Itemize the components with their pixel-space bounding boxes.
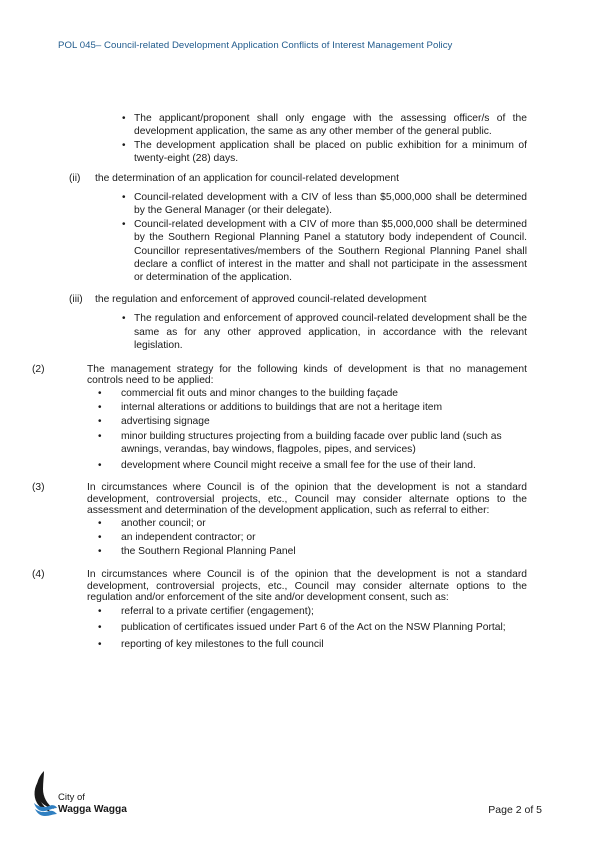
subsection-numeral: (iii) xyxy=(69,293,83,305)
list-item: • Council-related development with a CIV of more than $5,000,000 shall be determined by the Southern Regional Planning Panel a statutory body independent of Council. Councillor representatives/members of the Southern Regional Planning Panel shall declare a conflict of interest in the matter and shall not participate in the assessment or determination of the application. xyxy=(134,218,527,285)
list-item: • development where Council might receive a small fee for the use of their land. xyxy=(121,459,527,473)
list-item: • The regulation and enforcement of approved council-related development shall be the same as for any other approved application, in accordance with the relevant legislation. xyxy=(134,312,527,352)
list-item: • another council; or xyxy=(121,517,527,531)
section-iii-bullet-list xyxy=(0,312,599,352)
subsection-ii-heading xyxy=(69,172,527,185)
logo-line-wagga-wagga: Wagga Wagga xyxy=(58,804,127,815)
list-item: • Council-related development with a CIV of less than $5,000,000 shall be determined by the General Manager (or their delegate). xyxy=(134,191,527,218)
list-item: • The development application shall be placed on public exhibition for a minimum of twenty-eight (28) days. xyxy=(134,139,527,166)
clause-text: The management strategy for the following kinds of development is that no management controls need to be applied: xyxy=(87,363,527,387)
clause-2 xyxy=(32,363,527,473)
logo-wordmark xyxy=(58,792,127,816)
clause-number: (2) xyxy=(32,363,45,375)
clause-text: In circumstances where Council is of the opinion that the development is not a standard development, controversial projects, etc., Council may consider alternate options to the regulation and/or enforcement of the site and/or development consent, such as: xyxy=(87,569,527,604)
clause-number: (3) xyxy=(32,481,45,493)
list-item: • reporting of key milestones to the full council xyxy=(121,637,527,653)
section-ii-bullet-list xyxy=(0,191,599,285)
subsection-numeral: (ii) xyxy=(69,172,81,184)
list-item: • The applicant/proponent shall only engage with the assessing officer/s of the development application, the same as any other member of the general public. xyxy=(134,112,527,139)
section-i-bullet-list xyxy=(0,112,599,166)
clause-3 xyxy=(32,481,527,559)
logo-line-city-of: City of xyxy=(58,792,85,803)
clause-3-bullet-list xyxy=(87,517,527,560)
council-logo xyxy=(32,770,132,822)
page-number: Page 2 of 5 xyxy=(488,804,542,816)
subsection-heading-text: the regulation and enforcement of approved council-related development xyxy=(95,293,427,305)
list-item: • publication of certificates issued under Part 6 of the Act on the NSW Planning Portal; xyxy=(121,622,527,634)
city-of-wagga-wagga-logo-icon xyxy=(32,770,58,818)
list-item: • the Southern Regional Planning Panel xyxy=(121,545,527,559)
subsection-heading-text: the determination of an application for council-related development xyxy=(95,172,399,184)
page-header-title: POL 045– Council-related Development Application Conflicts of Interest Management Policy xyxy=(58,40,453,51)
clause-4 xyxy=(32,569,527,652)
document-body xyxy=(0,112,599,652)
list-item: • minor building structures projecting from a building facade over public land (such as awnings, verandas, bay windows, flagpoles, pipes, and services) xyxy=(121,431,527,455)
list-item: • an independent contractor; or xyxy=(121,531,527,545)
list-item: • commercial fit outs and minor changes to the building façade xyxy=(121,387,527,401)
clause-2-bullet-list xyxy=(87,387,527,473)
clause-4-bullet-list xyxy=(87,604,527,652)
list-item: • referral to a private certifier (engagement); xyxy=(121,604,527,620)
clause-number: (4) xyxy=(32,569,45,581)
subsection-iii-heading xyxy=(69,293,527,306)
clause-text: In circumstances where Council is of the opinion that the development is not a standard development, controversial projects, etc., Council may consider alternate options to the assessment and determination of the development application, such as referral to either: xyxy=(87,481,527,517)
list-item: • advertising signage xyxy=(121,415,527,429)
list-item: • internal alterations or additions to buildings that are not a heritage item xyxy=(121,401,527,415)
